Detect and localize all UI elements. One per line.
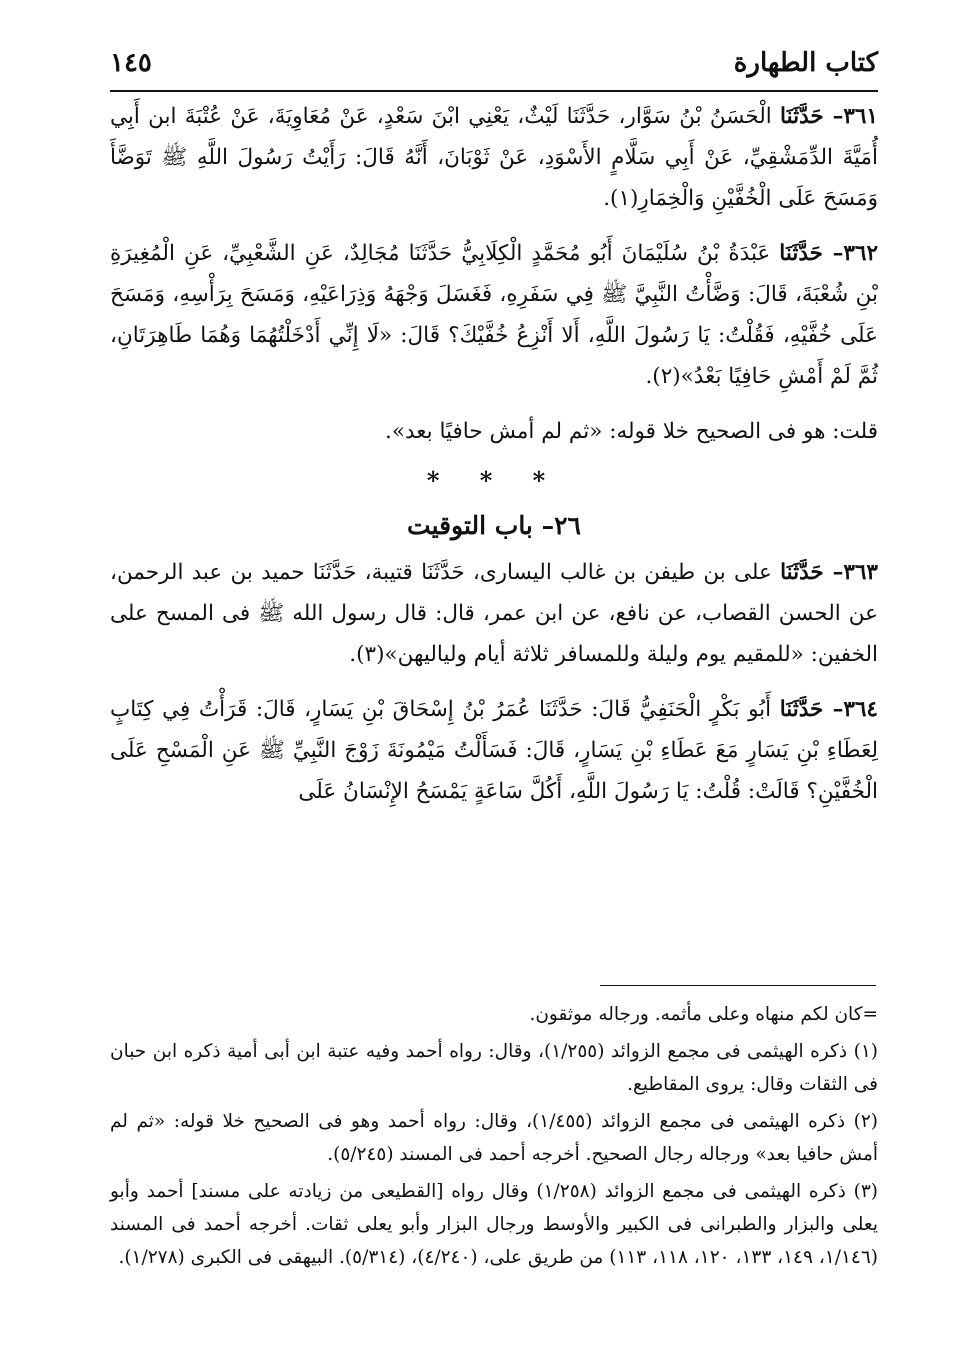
hadith-362	[110, 233, 878, 397]
section-separator: * * *	[426, 466, 562, 495]
hadith-lead: حَدَّثَنَا	[780, 560, 824, 585]
footnote-1: (١) ذكره الهيثمى فى مجمع الزوائد (١/٢٥٥)، وقال: رواه أحمد وفيه عتبة ابن أبى أمية ذكره ابن حبان فى الثقات وقال: يروى المقاطيع.	[110, 1041, 878, 1095]
hadith-text: على بن طيفن بن غالب اليسارى، حَدَّثَنَا قتيبة، حَدَّثَنَا حميد بن عبد الرحمن، عن الحسن القصاب، عن نافع، عن ابن عمر، قال: قال رسول الله ﷺ فى المسح على الخفين: «للمقيم يوم وليلة وللمسافر ثلاثة أيام ولياليهن»(٣).	[110, 560, 878, 667]
hadith-lead: حَدَّثَنَا	[779, 241, 823, 266]
hadith-number: ٣٦١–	[823, 104, 878, 129]
book-title: كتاب الطهارة	[733, 48, 878, 78]
header-rule	[110, 90, 878, 92]
footnote-3: (٣) ذكره الهيثمى فى مجمع الزوائد (١/٢٥٨) وقال رواه [القطيعى من زيادته على مسند] أحمد وأبو يعلى والبزار والطبرانى فى الكبير والأوسط ورجال البزار وأبو يعلى ثقات. أخرجه أحمد فى المسند (١/١٤٦، ١٤٩، ١٣٣، ١٢٠، ١١٨، ١١٣) من طريق على، (٤/٢٤٠)، (٥/٣١٤). البيهقى فى الكبرى (١/٢٧٨).	[110, 1181, 878, 1268]
hadith-363	[110, 552, 878, 675]
hadith-text: عَبْدَةُ بْنُ سُلَيْمَانَ أَبُو مُحَمَّدٍ الْكِلَابِيُّ حَدَّثَنَا مُجَالِدٌ، عَنِ الشَّعْبِيِّ، عَنِ الْمُغِيرَةِ بْنِ شُعْبَةَ، قَالَ: وَضَّأْتُ النَّبِيَّ ﷺ فِي سَفَرِهِ، فَغَسَلَ وَجْهَهُ وَذِرَاعَيْهِ، وَمَسَحَ بِرَأْسِهِ، وَمَسَحَ عَلَى خُفَّيْهِ، فَقُلْتُ: يَا رَسُولَ اللَّهِ، أَلا أَنْزِعُ خُفَّيْكَ؟ قَالَ: «لَا إِنِّي أَدْخَلْتُهُمَا وَهُمَا طَاهِرَتَانِ، ثُمَّ لَمْ أَمْشِ حَافِيًا بَعْدُ»(٢).	[110, 241, 878, 389]
hadith-number: ٣٦٣–	[823, 560, 878, 585]
chapter-heading: ٢٦– باب التوقيت	[407, 511, 581, 540]
hadith-361	[110, 96, 878, 219]
footnote-2: (٢) ذكره الهيثمى فى مجمع الزوائد (١/٤٥٥)، وقال: رواه أحمد وهو فى الصحيح خلا قوله: «ثم لم أمش حافيا بعد» ورجاله رجال الصحيح. أخرجه أحمد فى المسند (٥/٢٤٥).	[110, 1111, 879, 1165]
hadith-number: ٣٦٢–	[822, 241, 878, 266]
hadith-lead: حَدَّثَنَا	[780, 104, 824, 129]
footnotes	[110, 998, 878, 1278]
hadith-text: الْحَسَنُ بْنُ سَوَّار، حَدَّثَنَا لَيْثٌ، يَعْنِي ابْنَ سَعْدٍ، عَنْ مُعَاوِيَةَ، عَنْ عُتْبَةَ ابن أَبِي أُمَيَّةَ الدِّمَشْقِيِّ، عَنْ أَبِي سَلَّامٍ الأَسْوَدِ، عَنْ ثَوْبَانَ، أَنَّهُ قَالَ: رَأَيْتُ رَسُولَ اللَّهِ ﷺ تَوَضَّأَ وَمَسَحَ عَلَى الْخُفَّيْنِ وَالْخِمَارِ(١).	[110, 104, 878, 211]
main-text	[110, 96, 878, 826]
footnote-continued: =كان لكم منهاه وعلى مأثمه. ورجاله موثقون.	[529, 1004, 878, 1025]
page-number: ١٤٥	[110, 48, 152, 78]
editor-note: قلت: هو فى الصحيح خلا قوله: «ثم لم أمش حافيًا بعد».	[385, 419, 878, 444]
hadith-364	[110, 689, 878, 812]
footnote-rule	[600, 985, 876, 986]
hadith-text: أَبُو بَكْرٍ الْحَنَفِيُّ قَالَ: حَدَّثَنَا عُمَرُ بْنُ إِسْحَاقَ بْنِ يَسَارٍ، قَالَ: قَرَأْتُ فِي كِتَابٍ لِعَطَاءِ بْنِ يَسَارٍ مَعَ عَطَاءِ بْنِ يَسَارٍ، قَالَ: فَسَأَلْتُ مَيْمُونَةَ زَوْجَ النَّبِيِّ ﷺ عَنِ الْمَسْحِ عَلَى الْخُفَّيْنِ؟ قَالَتْ: قُلْتُ: يَا رَسُولَ اللَّهِ، أَكُلَّ سَاعَةٍ يَمْسَحُ الإِنْسَانُ عَلَى	[110, 697, 878, 804]
hadith-number: ٣٦٤–	[823, 697, 878, 722]
running-header	[110, 44, 878, 90]
hadith-lead: حَدَّثَنَا	[779, 697, 824, 722]
